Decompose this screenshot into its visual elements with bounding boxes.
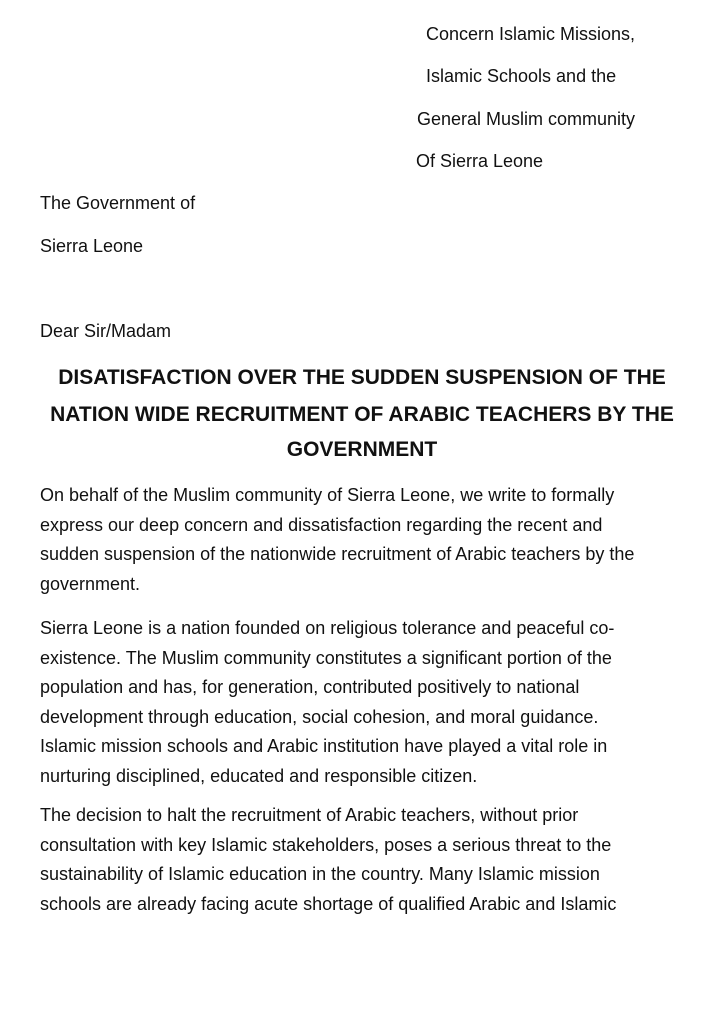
paragraph-line: Islamic mission schools and Arabic institution have played a vital role in [40, 736, 608, 756]
paragraph-line: consultation with key Islamic stakeholders, poses a serious threat to the [40, 834, 612, 855]
recipient-line: The Government of [40, 193, 196, 213]
paragraph-line: The decision to halt the recruitment of Arabic teachers, without prior [40, 805, 579, 825]
body-paragraph-3 [40, 801, 700, 919]
paragraph-line: schools are already facing acute shortage of qualified Arabic and Islamic [40, 893, 617, 914]
sender-line: Islamic Schools and the [426, 66, 617, 86]
body-paragraph-2 [40, 614, 700, 791]
paragraph-line: nurturing disciplined, educated and responsible citizen. [40, 765, 478, 786]
sender-line: General Muslim community [417, 109, 636, 129]
paragraph-line: Sierra Leone is a nation founded on religious tolerance and peaceful co- [40, 618, 615, 638]
salutation: Dear Sir/Madam [40, 321, 172, 341]
paragraph-line: development through education, social cohesion, and moral guidance. [40, 706, 599, 727]
subject-line: NATION WIDE RECRUITMENT OF ARABIC TEACHERS BY THE [50, 403, 674, 426]
body-paragraph-1 [40, 481, 700, 599]
paragraph-line: government. [40, 573, 141, 594]
subject-line: GOVERNMENT [286, 438, 438, 461]
paragraph-line: sudden suspension of the nationwide recruitment of Arabic teachers by the [40, 544, 635, 564]
sender-line: Of Sierra Leone [416, 151, 544, 171]
paragraph-line: existence. The Muslim community constitutes a significant portion of the [40, 647, 612, 668]
paragraph-line: sustainability of Islamic education in the country. Many Islamic mission [40, 864, 600, 884]
paragraph-line: express our deep concern and dissatisfaction regarding the recent and [40, 514, 603, 535]
paragraph-line: On behalf of the Muslim community of Sierra Leone, we write to formally [40, 485, 615, 505]
recipient-line: Sierra Leone [40, 236, 144, 256]
subject-line: DISATISFACTION OVER THE SUDDEN SUSPENSION OF THE [58, 366, 666, 389]
sender-line: Concern Islamic Missions, [426, 24, 636, 44]
paragraph-line: population and has, for generation, contributed positively to national [40, 677, 580, 697]
